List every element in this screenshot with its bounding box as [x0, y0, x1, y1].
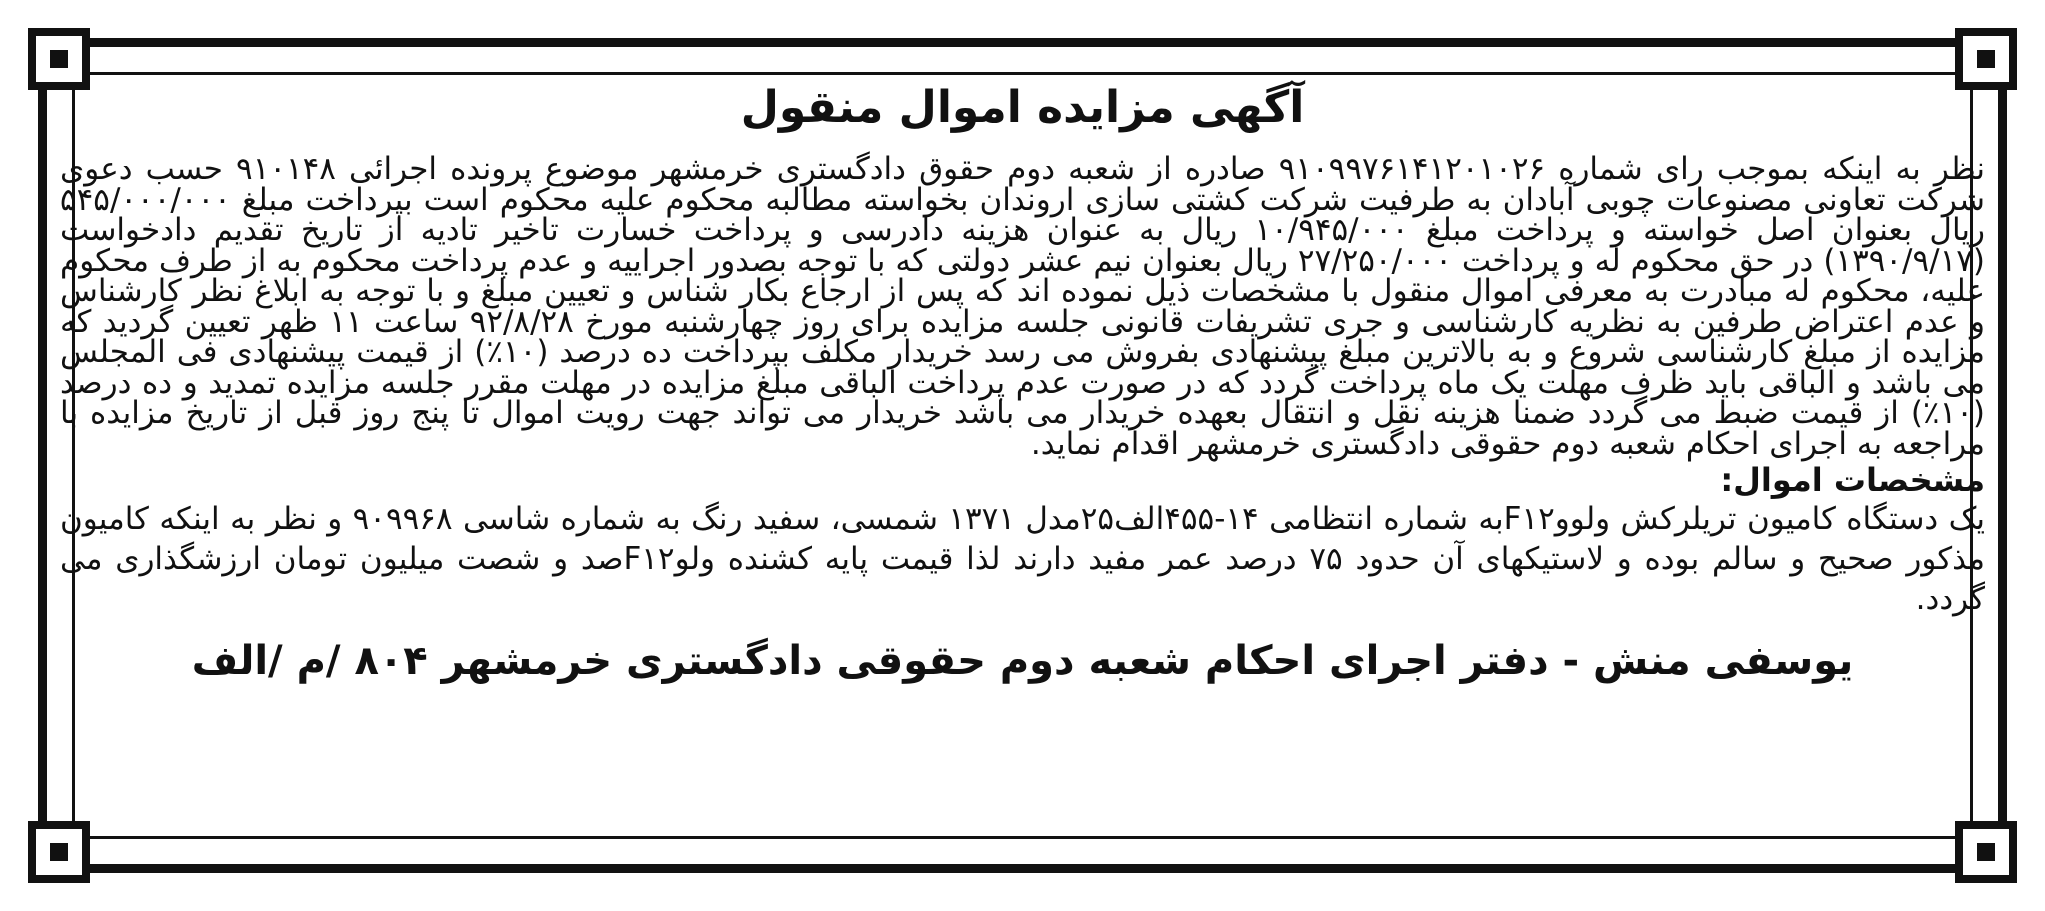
notice-body: نظر به اینکه بموجب رای شماره ۹۱۰۹۹۷۶۱۴۱۲۰۱۰۲۶ صادره از شعبه دوم حقوق دادگستری خرمشهر موضوع پرونده اجرائی ۹۱۰۱۴۸ حسب دعوی شرکت تعاونی مصنوعات چوبی آبادان به طرفیت شرکت کشتی سازی اروندان بخواسته مطالبه محکوم علیه محکوم است بپرداخت مبلغ ۵۴۵/۰۰۰/۰۰۰ ریال بعنوان اصل خواسته و پرداخت مبلغ ۱۰/۹۴۵/۰۰۰ ریال به عنوان هزینه دادرسی و پرداخت خسارت تاخیر تادیه از تاریخ تقدیم دادخواست (۱۳۹۰/۹/۱۷) در حق محکوم له و پرداخت ۲۷/۲۵۰/۰۰۰ ریال بعنوان نیم عشر دولتی که با توجه بصدور اجراییه و عدم پرداخت محکوم به از طرف محکوم علیه، محکوم له مبادرت به معرفی اموال منقول با مشخصات ذیل نموده اند که پس از ارجاع بکار شناس و تعیین مبلغ و با توجه به ابلاغ نظر کارشناس و عدم اعتراض طرفین به نظریه کارشناسی و جری تشریفات قانونی جلسه مزایده برای روز چهارشنبه مورخ ۹۲/۸/۲۸ ساعت ۱۱ ظهر تعیین گردید که مزایده از مبلغ کارشناسی شروع و به بالاترین مبلغ پیشنهادی بفروش می رسد خریدار مکلف بپرداخت ده درصد (۱۰٪) از قیمت پیشنهادی فی المجلس می باشد و الباقی باید ظرف مهلت یک ماه پرداخت گردد که در صورت عدم پرداخت الباقی مبلغ مزایده در مهلت مقرر جلسه مزایده تمدید و ده درصد (۱۰٪) از قیمت ضبط می گردد ضمنا هزینه نقل و انتقال بعهده خریدار می باشد خریدار می تواند جهت رویت اموال تا پنج روز قبل از تاریخ مزایده با مراجعه به اجرای احکام شعبه دوم حقوقی دادگستری خرمشهر اقدام نماید.: [60, 151, 1986, 462]
notice-content: [52, 78, 1993, 689]
specs-body: یک دستگاه کامیون تریلرکش ولووF۱۲به شماره انتظامی ۱۴-۴۵۵الف۲۵مدل ۱۳۷۱ شمسی، سفید رنگ به شماره شاسی ۹۰۹۹۶۸ و نظر به اینکه کامیون مذکور صحیح و سالم بوده و لاستیکهای آن حدود ۷۵ درصد عمر مفید دارند لذا قیمت پایه کشنده ولوF۱۲صد و شصت میلیون تومان ارزشگذاری می گردد.: [60, 501, 1986, 617]
notice-title: آگهی مزایده اموال منقول: [740, 82, 1305, 133]
signature-line: یوسفی منش - دفتر اجرای احکام شعبه دوم حقوقی دادگستری خرمشهر ۸۰۴ /م /الف: [191, 638, 1854, 684]
corner-ornament-icon: [28, 821, 90, 883]
corner-ornament-icon: [1955, 821, 2017, 883]
specs-heading: مشخصات اموال:: [1720, 461, 1985, 499]
